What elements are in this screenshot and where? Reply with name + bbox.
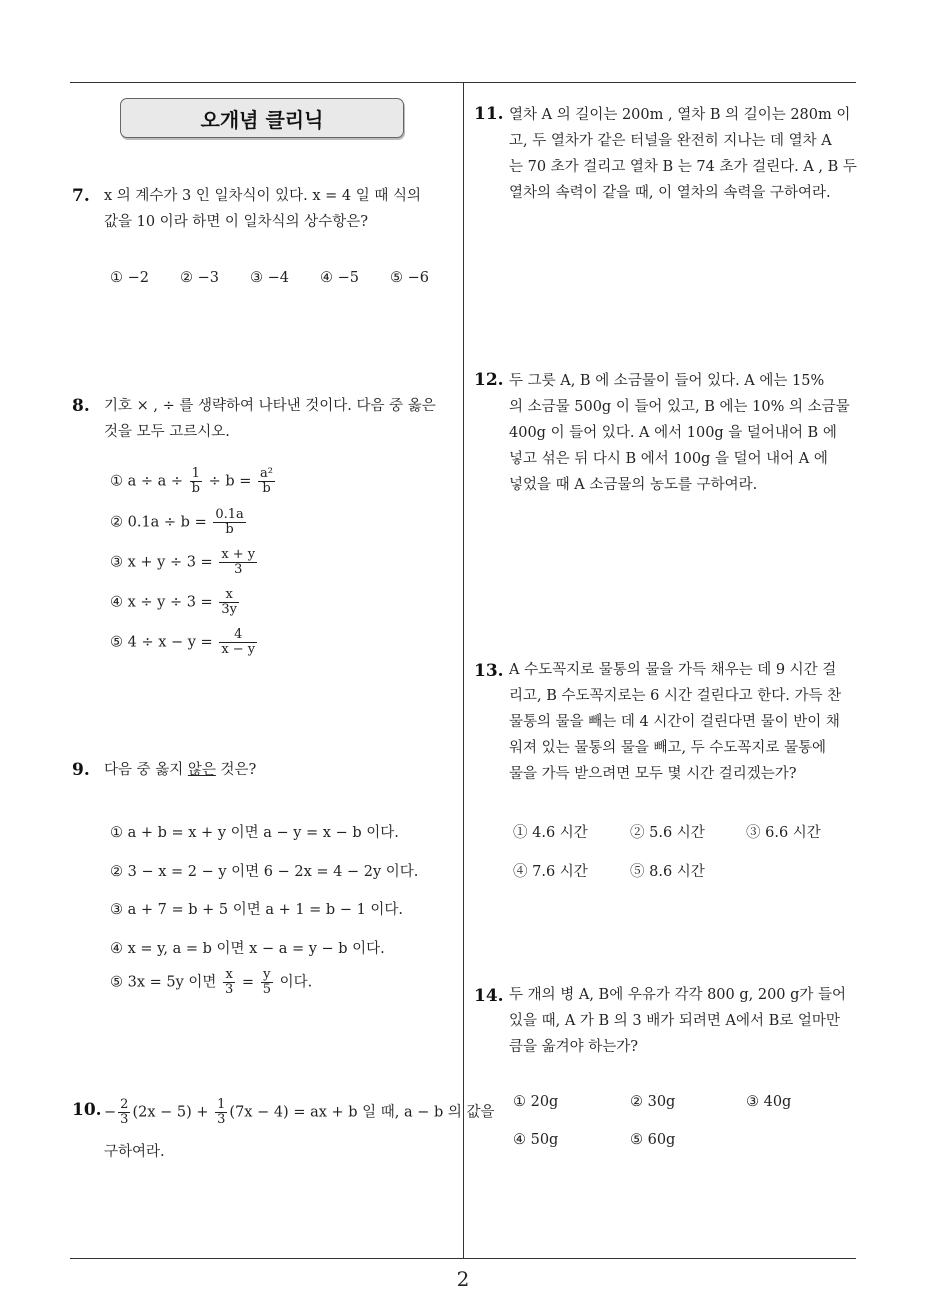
q14-choice-5[interactable]: ⑤ 60g [630, 1132, 676, 1148]
question-11-text: 열차 A 의 길이는 200m , 열차 B 의 길이는 280m 이 고, 두 열차가 같은 터널을 완전히 지나는 데 열차 A 는 70 초가 걸리고 열차 B 는 74 초가 걸린다. A , B 두 열차의 속력이 같을 때, 이 열차의 속력을 구하여라. [509, 107, 857, 201]
q14-choice-1[interactable]: ① 20g [513, 1094, 559, 1110]
question-14-text: 두 개의 병 A, B에 우유가 각각 800 g, 200 g가 들어 있을 때, A 가 B 의 3 배가 되려면 A에서 B로 얼마만 큼을 옮겨야 하는가? [509, 987, 847, 1055]
q9-choice-1[interactable]: ① a + b = x + y 이면 a − y = x − b 이다. [110, 825, 399, 841]
question-12-text: 두 그릇 A, B 에 소금물이 들어 있다. A 에는 15% 의 소금물 500g 이 들어 있고, B 에는 10% 의 소금물 400g 이 들어 있다. A 에서 100g 을 덜어내어 B 에 넣고 섞은 뒤 다시 B 에서 100g 을 덜어 내어 A 에 넣었을 때 A 소금물의 농도를 구하여라. [509, 373, 850, 493]
q9-choice-5[interactable]: ⑤ 3x = 5y 이면 $\frac{x}{3}$ = $\frac{y}{5}$ 이다. [110, 967, 313, 997]
q9-choice-2[interactable]: ② 3 − x = 2 − y 이면 6 − 2x = 4 − 2y 이다. [110, 864, 419, 880]
question-13-number: 13. [474, 661, 504, 681]
question-12-number: 12. [474, 370, 504, 390]
q13-choice-5[interactable]: ⑤ 8.6 시간 [630, 864, 705, 880]
q13-choice-4[interactable]: ④ 7.6 시간 [513, 864, 588, 880]
question-13-text: A 수도꼭지로 물통의 물을 가득 채우는 데 9 시간 걸 리고, B 수도꼭지로는 6 시간 걸린다고 한다. 가득 찬 물통의 물을 빼는 데 4 시간이 걸린다면 물이 반이 채 워져 있는 물통의 물을 빼고, 두 수도꼭지로 물통에 물을 가득 받으려면 모두 몇 시간 걸리겠는가? [509, 662, 842, 782]
q13-choice-3[interactable]: ③ 6.6 시간 [746, 825, 821, 841]
q7-choice-1[interactable]: ① −2 [110, 270, 149, 286]
q9-choice-4[interactable]: ④ x = y, a = b 이면 x − a = y − b 이다. [110, 941, 385, 957]
q14-choice-2[interactable]: ② 30g [630, 1094, 676, 1110]
q8-choice-1[interactable]: ① a ÷ a ÷ $\frac{1}{b}$ ÷ b = $\frac{\text{a²}}{b}$ [110, 466, 273, 496]
question-7-number: 7. [72, 186, 90, 206]
question-8-text: 기호 × , ÷ 를 생략하여 나타낸 것이다. 다음 중 옳은 것을 모두 고르시오. [104, 398, 436, 440]
question-10-number: 10. [72, 1100, 102, 1120]
question-10-text: 구하여라. [104, 1144, 165, 1160]
question-9-number: 9. [72, 760, 90, 780]
q14-choice-4[interactable]: ④ 50g [513, 1132, 559, 1148]
q7-choice-5[interactable]: ⑤ −6 [390, 270, 429, 286]
q8-choice-3[interactable]: ③ x + y ÷ 3 = $\frac{x + y}{3}$ [110, 547, 256, 577]
page-number: 2 [456, 1267, 470, 1291]
q14-choice-3[interactable]: ③ 40g [746, 1094, 792, 1110]
q9-choice-3[interactable]: ③ a + 7 = b + 5 이면 a + 1 = b − 1 이다. [110, 902, 404, 918]
question-7-text: x 의 계수가 3 인 일차식이 있다. x = 4 일 때 식의 값을 10 이라 하면 이 일차식의 상수항은? [104, 188, 421, 230]
question-10-equation: − $\frac{2}{3}$ (2x − 5) + $\frac{1}{3}$ (7x − 4) = ax + b 일 때, a − b 의 값을 [104, 1097, 495, 1127]
section-title-badge: 오개념 클리닉 [120, 98, 404, 138]
q13-choice-1[interactable]: ① 4.6 시간 [513, 825, 588, 841]
q8-choice-5[interactable]: ⑤ 4 ÷ x − y = $\frac{4}{x - y}$ [110, 627, 256, 657]
q7-choice-4[interactable]: ④ −5 [320, 270, 359, 286]
q7-choice-2[interactable]: ② −3 [180, 270, 219, 286]
question-11-number: 11. [474, 104, 504, 124]
question-14-number: 14. [474, 986, 504, 1006]
q8-choice-4[interactable]: ④ x ÷ y ÷ 3 = $\frac{x}{3y}$ [110, 587, 237, 617]
question-8-number: 8. [72, 396, 90, 416]
column-divider [463, 82, 464, 1259]
question-9-text: 다음 중 옳지 않은 것은? [104, 762, 257, 778]
bottom-rule [70, 1258, 856, 1259]
q13-choice-2[interactable]: ② 5.6 시간 [630, 825, 705, 841]
q8-choice-2[interactable]: ② 0.1a ÷ b = $\frac{0.1a}{b}$ [110, 507, 244, 537]
q7-choice-3[interactable]: ③ −4 [250, 270, 289, 286]
underlined-word: 않은 [187, 762, 216, 778]
